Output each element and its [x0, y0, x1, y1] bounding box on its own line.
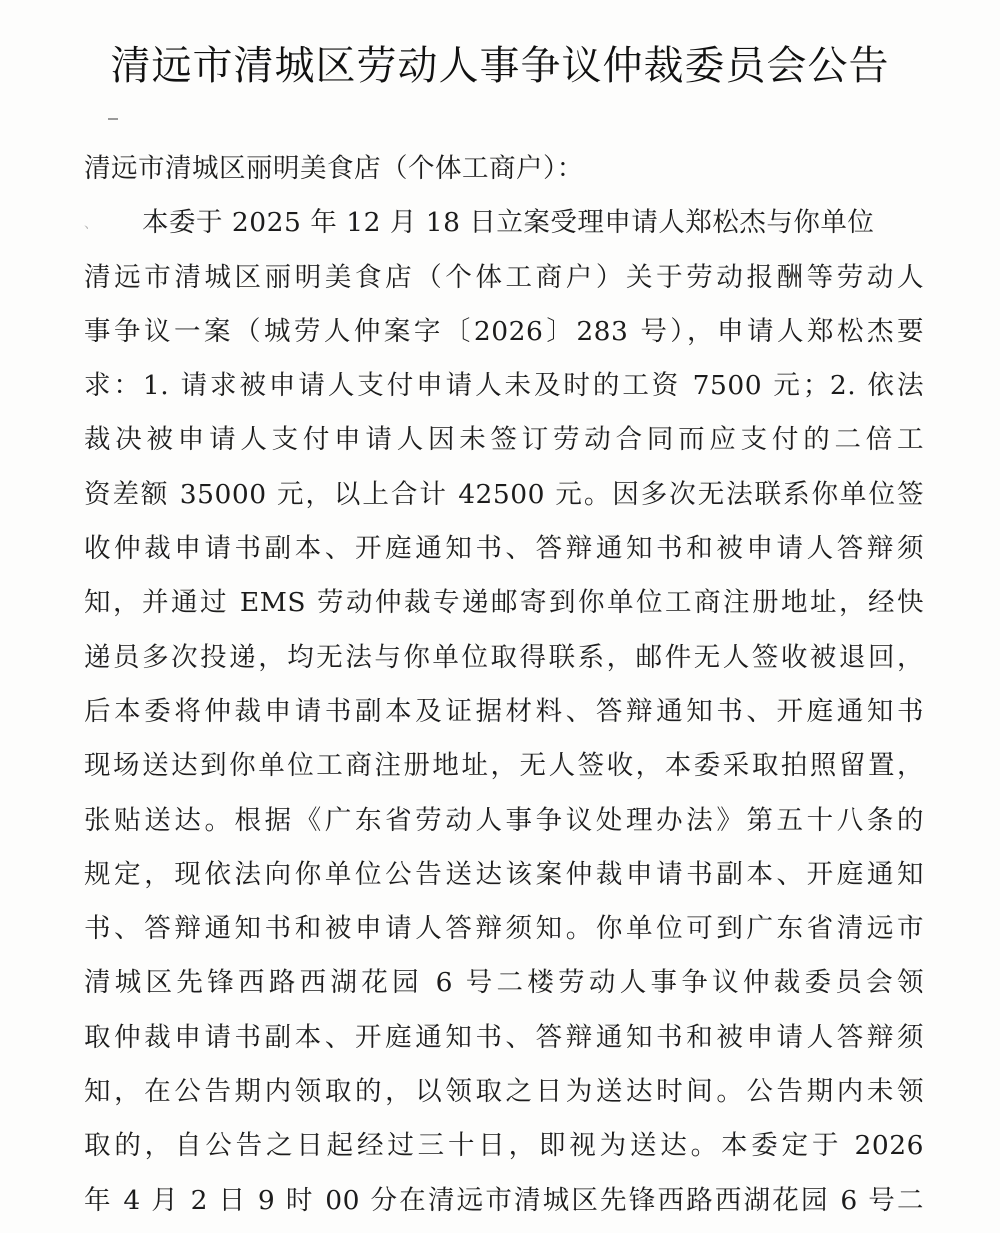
- paragraph-line: 知，在公告期内领取的，以领取之日为送达时间。公告期内未领: [84, 1076, 924, 1108]
- paragraph-line: 知，并通过 EMS 劳动仲裁专递邮寄到你单位工商注册地址，经快: [84, 587, 924, 619]
- paragraph-line: 取的，自公告之日起经过三十日，即视为送达。本委定于 2026: [84, 1130, 924, 1162]
- paragraph-line: [84, 196, 924, 250]
- paragraph-line: 递员多次投递，均无法与你单位取得联系，邮件无人签收被退回，: [84, 641, 924, 673]
- scan-speck: [108, 118, 118, 120]
- document-title: 清远市清城区劳动人事争议仲裁委员会公告: [110, 43, 890, 89]
- paragraph-line: 现场送达到你单位工商注册地址，无人签收，本委采取拍照留置，: [84, 750, 924, 782]
- paragraph-line-text: 本委于 2025 年 12 月 18 日立案受理申请人郑松杰与你单位: [142, 207, 875, 239]
- paragraph-line: 事争议一案（城劳人仲案字〔2026〕283 号），申请人郑松杰要: [84, 315, 924, 347]
- paragraph-line: 取仲裁申请书副本、开庭通知书、答辩通知书和被申请人答辩须: [84, 1021, 924, 1053]
- paragraph-line: 清远市清城区丽明美食店（个体工商户）关于劳动报酬等劳动人: [84, 261, 924, 293]
- paragraph-line: 张贴送达。根据《广东省劳动人事争议处理办法》第五十八条的: [84, 804, 924, 836]
- paragraph-line: 求：1. 请求被申请人支付申请人未及时的工资 7500 元；2. 依法: [84, 370, 924, 402]
- paragraph-line: 资差额 35000 元，以上合计 42500 元。因多次无法联系你单位签: [84, 478, 924, 510]
- notice-body: [84, 142, 924, 1228]
- paragraph-line: 清城区先锋西路西湖花园 6 号二楼劳动人事争议仲裁委员会领: [84, 967, 924, 999]
- paragraph-line: 书、答辩通知书和被申请人答辩须知。你单位可到广东省清远市: [84, 913, 924, 945]
- paragraph-line: 裁决被申请人支付申请人因未签订劳动合同而应支付的二倍工: [84, 424, 924, 456]
- paragraph-line: 后本委将仲裁申请书副本及证据材料、答辩通知书、开庭通知书: [84, 695, 924, 727]
- paragraph-line: 年 4 月 2 日 9 时 00 分在清远市清城区先锋西路西湖花园 6 号二: [84, 1184, 924, 1216]
- paragraph-line: 收仲裁申请书副本、开庭通知书、答辩通知书和被申请人答辩须: [84, 533, 924, 565]
- addressee-line: 清远市清城区丽明美食店（个体工商户）：: [84, 153, 584, 184]
- indent-mark: 、: [84, 216, 99, 233]
- paragraph-line: 规定，现依法向你单位公告送达该案仲裁申请书副本、开庭通知: [84, 858, 924, 890]
